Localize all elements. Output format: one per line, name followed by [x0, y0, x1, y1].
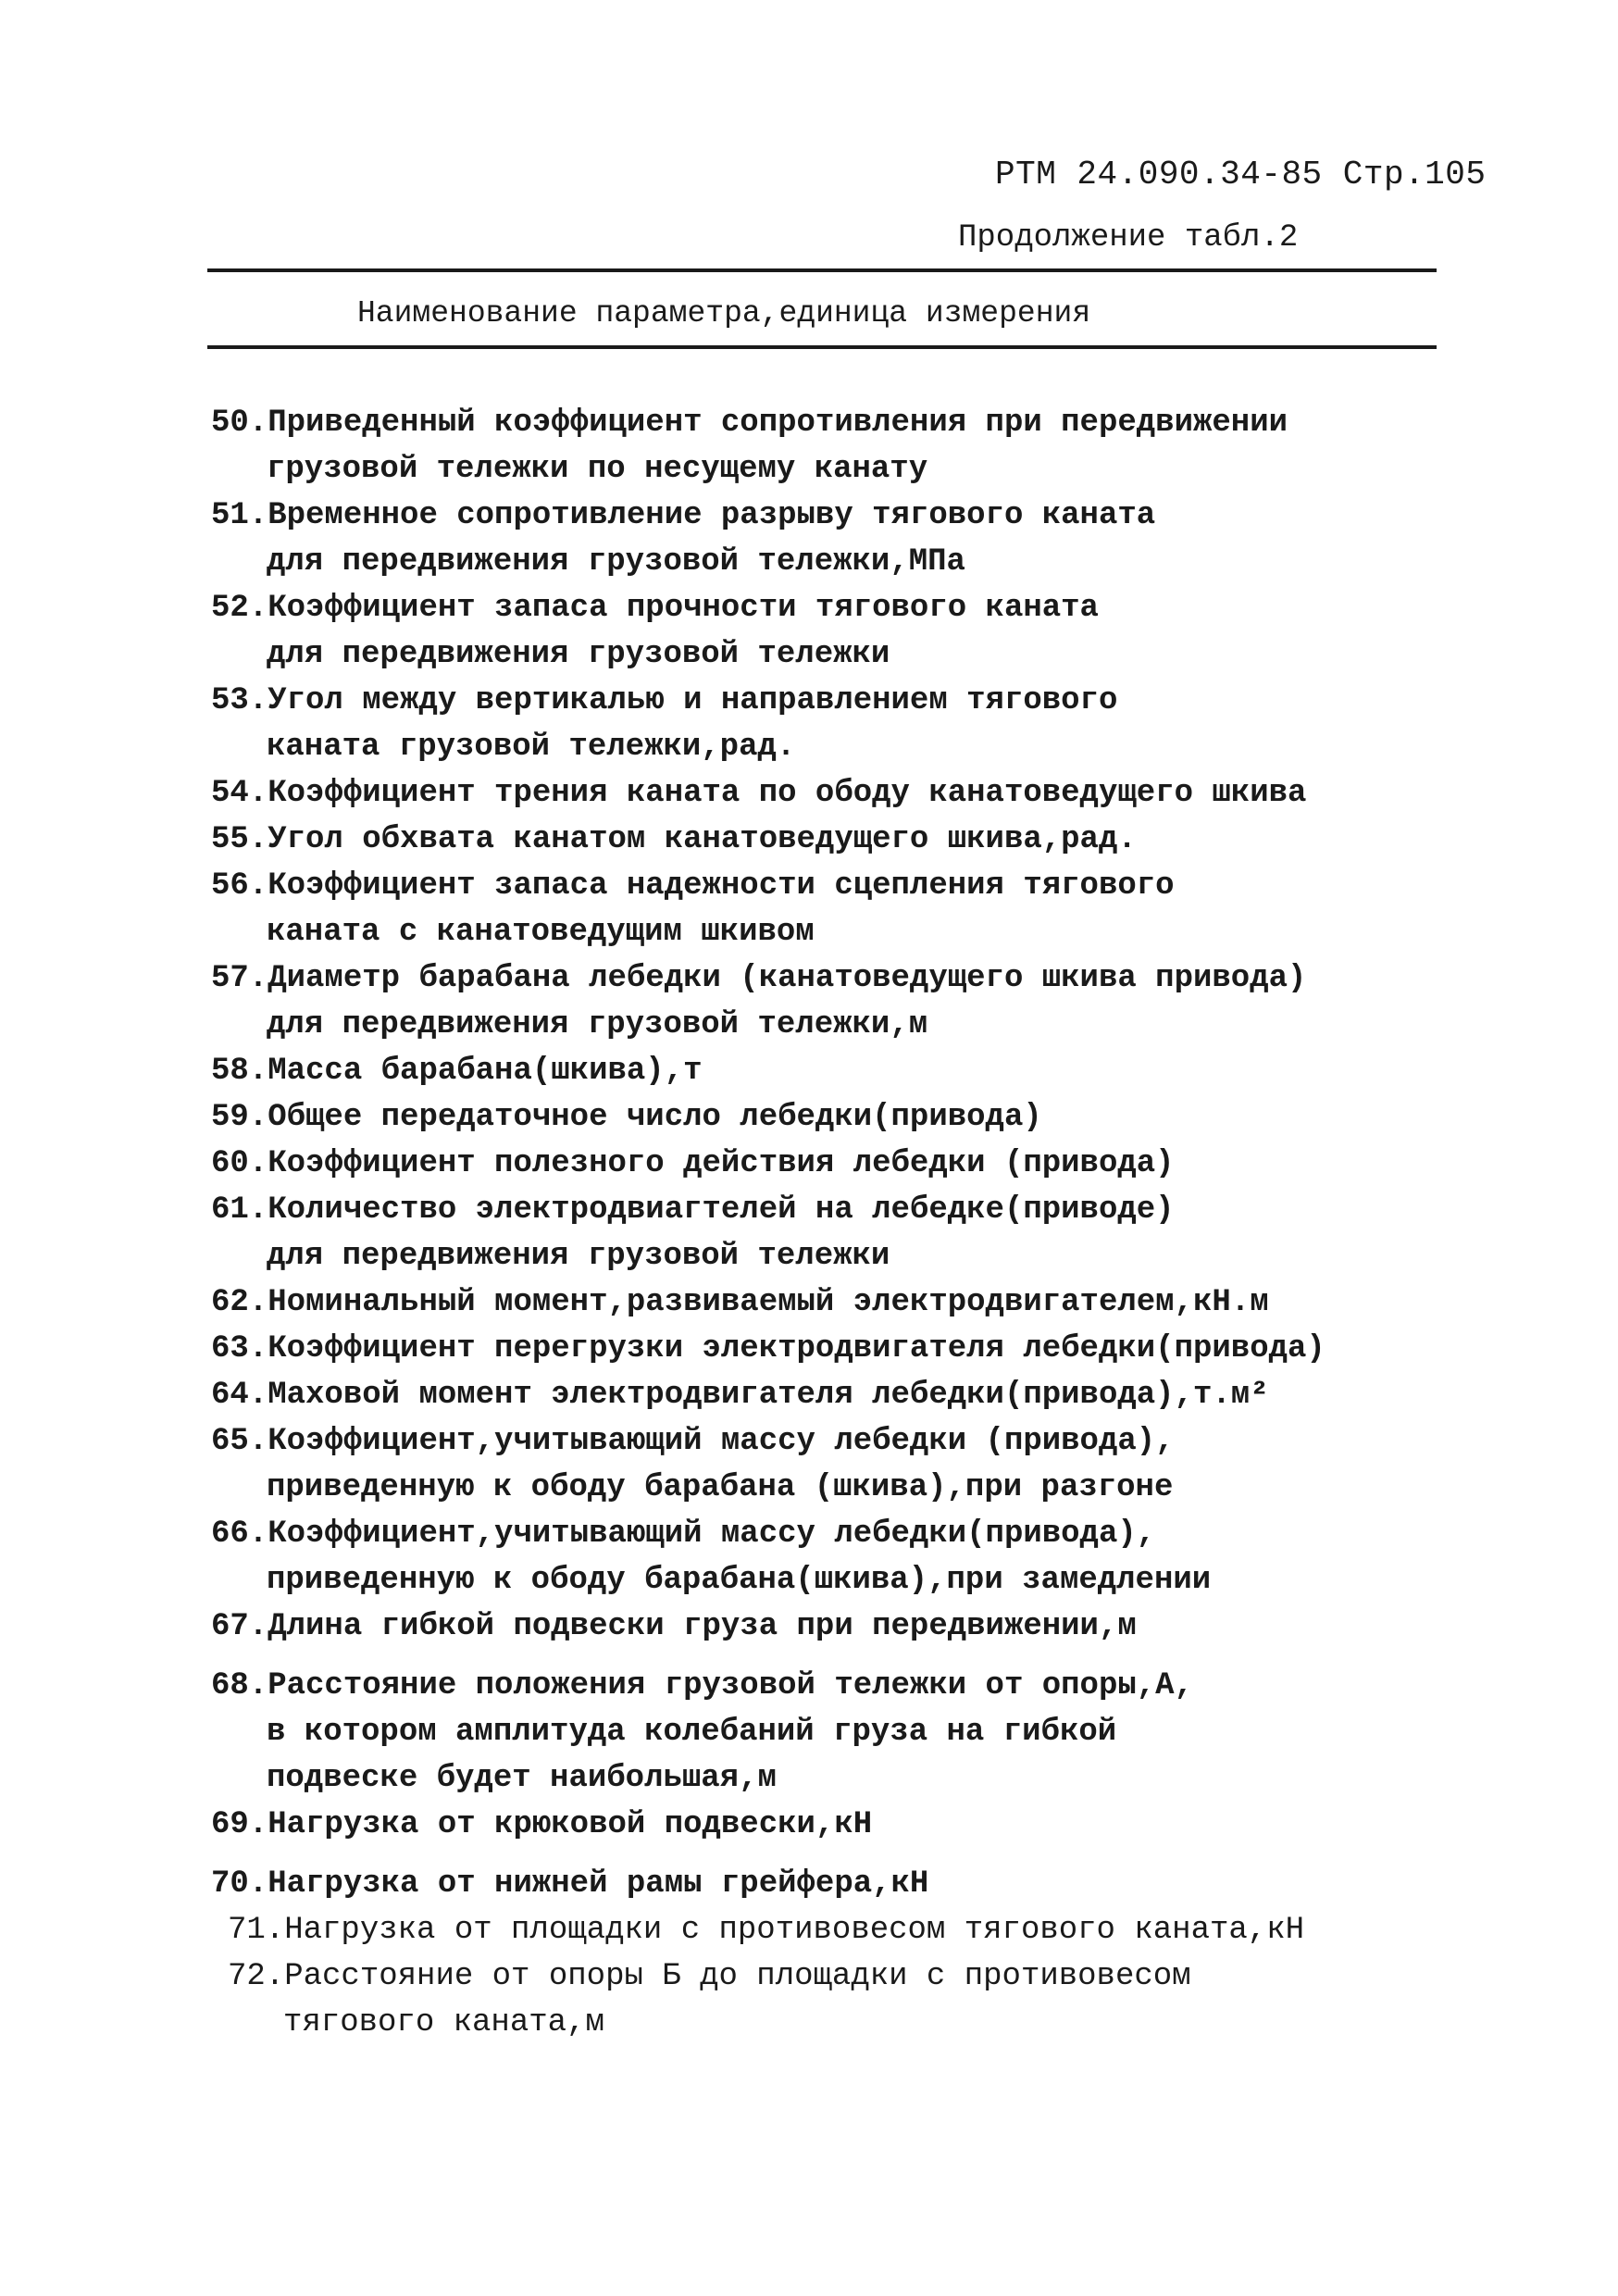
list-item	[211, 1372, 1442, 1418]
list-item	[211, 400, 1442, 493]
item-text-line: для передвижения грузовой тележки	[267, 637, 890, 672]
parameter-list	[211, 400, 1442, 2046]
list-item	[211, 863, 1442, 955]
list-item	[211, 1187, 1442, 1279]
item-number: 51.	[211, 498, 268, 533]
item-number: 56.	[211, 868, 268, 904]
item-text-line: Диаметр барабана лебедки (канатоведущего шкива привода)	[268, 961, 1307, 996]
item-number: 72.	[228, 1959, 285, 1994]
item-number: 55.	[211, 822, 268, 857]
table-continuation-label: Продолжение табл.2	[958, 220, 1299, 256]
list-item	[228, 1953, 1442, 2046]
item-number: 67.	[211, 1609, 268, 1644]
item-number: 64.	[211, 1378, 268, 1413]
item-number: 62.	[211, 1285, 268, 1320]
item-number: 65.	[211, 1424, 268, 1459]
item-number: 63.	[211, 1331, 268, 1366]
list-item	[211, 1663, 1442, 1802]
item-text-line: Расстояние от опоры Б до площадки с противовесом	[284, 1959, 1191, 1994]
item-text-line: Длина гибкой подвески груза при передвижении,м	[268, 1609, 1137, 1644]
item-number: 50.	[211, 406, 268, 441]
item-text-line: Нагрузка от крюковой подвески,кН	[268, 1807, 873, 1842]
item-number: 69.	[211, 1807, 268, 1842]
item-text-line: подвеске будет наибольшая,м	[267, 1761, 777, 1796]
item-number: 53.	[211, 683, 268, 718]
item-text-line: Расстояние положения грузовой тележки от опоры,А,	[268, 1668, 1193, 1703]
item-number: 54.	[211, 776, 268, 811]
item-text-line: каната с канатоведущим шкивом	[267, 915, 815, 950]
item-text-line: Коэффициент,учитывающий массу лебедки(привода),	[268, 1516, 1156, 1552]
item-number: 59.	[211, 1100, 268, 1135]
item-text-line: Нагрузка от нижней рамы грейфера,кН	[268, 1866, 929, 1902]
item-text-line: Общее передаточное число лебедки(привода)	[268, 1100, 1042, 1135]
item-number: 66.	[211, 1516, 268, 1552]
list-item	[211, 493, 1442, 585]
item-text-line: Маховой момент электродвигателя лебедки(привода),т.м²	[268, 1378, 1269, 1413]
item-text-line: для передвижения грузовой тележки	[267, 1239, 890, 1274]
item-text-line: в котором амплитуда колебаний груза на гибкой	[267, 1715, 1117, 1750]
item-text-line: Номинальный момент,развиваемый электродвигателем,кН.м	[268, 1285, 1269, 1320]
list-item	[211, 1603, 1442, 1650]
item-text-line: каната грузовой тележки,рад.	[267, 730, 796, 765]
item-text-line: Временное сопротивление разрыву тягового каната	[268, 498, 1156, 533]
item-text-line: для передвижения грузовой тележки,МПа	[267, 544, 965, 580]
item-number: 61.	[211, 1192, 268, 1228]
item-text-line: для передвижения грузовой тележки,м	[267, 1007, 928, 1042]
list-item	[211, 1861, 1442, 1907]
item-text-line: Коэффициент трения каната по ободу канатоведущего шкива	[268, 776, 1307, 811]
item-text-line: Коэффициент запаса прочности тягового каната	[268, 591, 1099, 626]
item-number: 57.	[211, 961, 268, 996]
item-number: 68.	[211, 1668, 268, 1703]
item-number: 60.	[211, 1146, 268, 1181]
list-item	[211, 817, 1442, 863]
table-column-header: Наименование параметра,единица измерения	[357, 296, 1091, 331]
list-item	[211, 955, 1442, 1048]
item-number: 71.	[228, 1913, 285, 1948]
table-header-rule	[207, 345, 1437, 349]
list-item	[211, 1326, 1442, 1372]
item-number: 52.	[211, 591, 268, 626]
item-text-line: приведенную к ободу барабана (шкива),при разгоне	[267, 1470, 1174, 1505]
item-text-line: Коэффициент перегрузки электродвигателя лебедки(привода)	[268, 1331, 1326, 1366]
document-code: РТМ 24.090.34-85 Стр.105	[995, 156, 1487, 193]
list-item	[211, 1418, 1442, 1511]
item-text-line: Нагрузка от площадки с противовесом тягового каната,кН	[284, 1913, 1304, 1948]
item-text-line: приведенную к ободу барабана(шкива),при замедлении	[267, 1563, 1212, 1598]
list-item	[228, 1907, 1442, 1953]
item-text-line: Приведенный коэффициент сопротивления при передвижении	[268, 406, 1288, 441]
item-text-line: Коэффициент запаса надежности сцепления тягового	[268, 868, 1175, 904]
list-item	[211, 1141, 1442, 1187]
list-item	[211, 1511, 1442, 1603]
table-top-rule	[207, 268, 1437, 272]
item-text-line: тягового каната,м	[283, 2005, 604, 2040]
list-item	[211, 1094, 1442, 1141]
list-item	[211, 1048, 1442, 1094]
list-item	[211, 1279, 1442, 1326]
list-item	[211, 585, 1442, 678]
item-text-line: Коэффициент,учитывающий массу лебедки (привода),	[268, 1424, 1175, 1459]
list-item	[211, 1802, 1442, 1848]
item-text-line: Коэффициент полезного действия лебедки (привода)	[268, 1146, 1175, 1181]
list-item	[211, 770, 1442, 817]
item-number: 58.	[211, 1054, 268, 1089]
item-text-line: Масса барабана(шкива),т	[268, 1054, 703, 1089]
list-item	[211, 678, 1442, 770]
item-text-line: Угол обхвата канатом канатоведущего шкива,рад.	[268, 822, 1137, 857]
item-number: 70.	[211, 1866, 268, 1902]
item-text-line: грузовой тележки по несущему канату	[267, 452, 928, 487]
item-text-line: Угол между вертикалью и направлением тягового	[268, 683, 1118, 718]
item-text-line: Количество электродвиагтелей на лебедке(приводе)	[268, 1192, 1175, 1228]
